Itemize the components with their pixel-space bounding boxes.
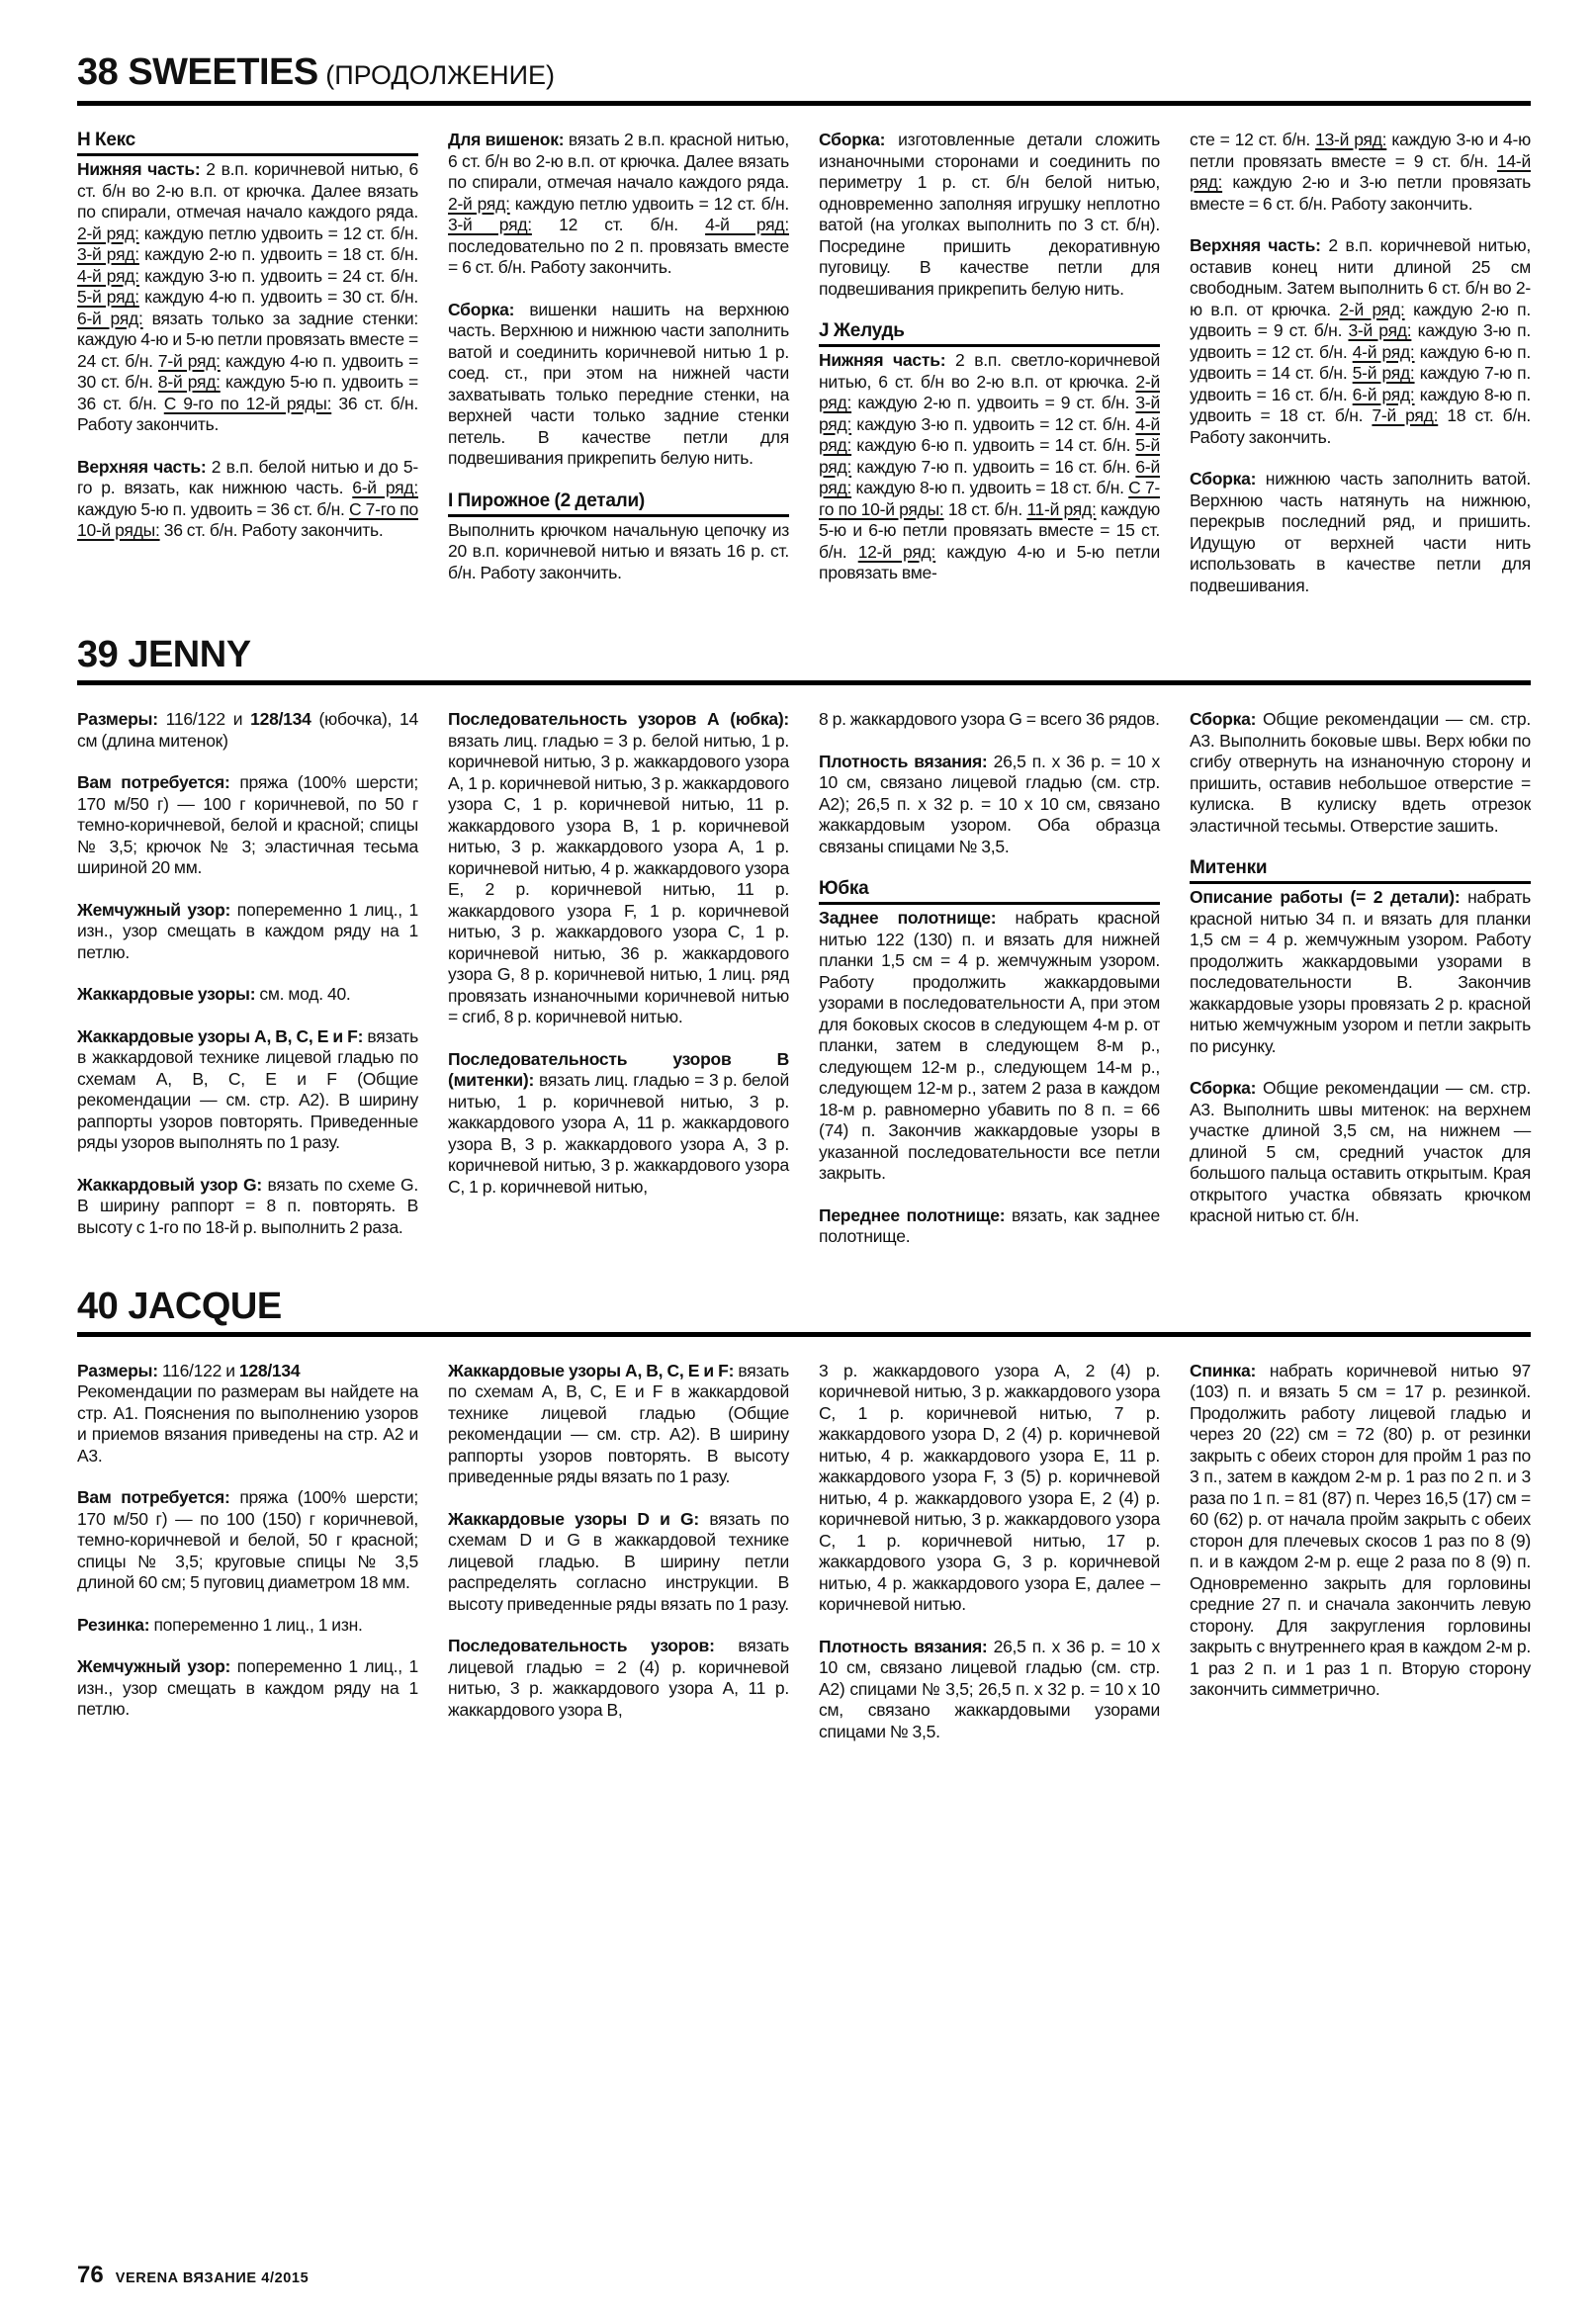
- paragraph-lead: Плотность вязания:: [819, 751, 988, 771]
- pattern-paragraph: Последовательность узоров А (юбка): вязать лиц. гладью = 3 р. белой нитью, 1 р. коричневой нитью, 3 р. жаккардового узора А, 1 р. коричневой нитью, 3 р. жаккардового узора С, 1 р. коричневой нитью, 11 р. жаккардового узора В, 1 р. коричневой нитью, 3 р. жаккардового узора А, 1 р. коричневой нитью, 4 р. жаккардового узора Е, 2 р. коричневой нитью, 11 р. жаккардового узора F, 1 р. коричневой нитью, 3 р. жаккардового узора С, 1 р. коричневой нитью, 36 р. жаккардового узора G, 8 р. коричневой нитью, 1 лиц. ряд провязать изнаночными коричневой нитью = сгиб, 8 р. коричневой нитью.: [448, 709, 789, 1026]
- paragraph-lead: Сборка:: [1190, 709, 1257, 729]
- pattern-paragraph: Жаккардовый узор G: вязать по схеме G. В ширину раппорт = 8 п. повторять. В высоту с 1-го по 18-й р. выполнить 2 раза.: [77, 1174, 418, 1237]
- text-column: [448, 1361, 789, 1743]
- paragraph-lead: Спинка:: [1190, 1360, 1257, 1380]
- pattern-paragraph: Сборка: Общие рекомендации — см. стр. А3. Выполнить боковые швы. Верх юбки по сгибу отвернуть на изнаночную сторону и пришить, оставив небольшое отверстие = кулиска. В кулиску вдеть отрезок эластичной тесьмы. Отверстие зашить.: [1190, 709, 1531, 836]
- magazine-name: VERENA ВЯЗАНИЕ 4/2015: [115, 2270, 310, 2286]
- paragraph-lead: Последовательность узоров А (юбка):: [448, 709, 789, 729]
- paragraph-lead: Размеры:: [77, 709, 158, 729]
- pattern-paragraph: Нижняя часть: 2 в.п. светло-коричневой нитью, 6 ст. б/н во 2-ю в.п. от крючка. 2-й ряд: каждую 2-ю п. удвоить = 9 ст. б/н. 3-й ряд: каждую 3-ю п. удвоить = 12 ст. б/н. 4-й ряд: каждую 6-ю п. удвоить = 14 ст. б/н. 5-й ряд: каждую 7-ю п. удвоить = 16 ст. б/н. 6-й ряд: каждую 8-ю п. удвоить = 18 ст. б/н. С 7-го по 10-й ряды: 18 ст. б/н. 11-й ряд: каждую 5-ю и 6-ю петли провязать вместе = 15 ст. б/н. 12-й ряд: каждую 4-ю и 5-ю петли провязать вме-: [819, 350, 1160, 582]
- pattern-paragraph: Жемчужный узор: попеременно 1 лиц., 1 изн., узор смещать в каждом ряду на 1 петлю.: [77, 1656, 418, 1719]
- text-column: [819, 709, 1160, 1248]
- section-title-text: 39 JENNY: [77, 634, 251, 675]
- pattern-paragraph: Верхняя часть: 2 в.п. белой нитью и до 5-го р. вязать, как нижнюю часть. 6-й ряд: каждую 5-ю п. удвоить = 36 ст. б/н. С 7-го по 10-й ряды: 36 ст. б/н. Работу закончить.: [77, 456, 418, 540]
- pattern-paragraph: Вам потребуется: пряжа (100% шерсти; 170 м/50 г) — 100 г коричневой, по 50 г темно-коричневой, белой и красной; спицы № 3,5; крючок № 3; эластичная тесьма шириной 20 мм.: [77, 772, 418, 877]
- page-number: 76: [77, 2262, 104, 2288]
- paragraph-lead: Сборка:: [819, 130, 886, 149]
- text-column: [77, 130, 418, 596]
- paragraph-lead: Вам потребуется:: [77, 1487, 230, 1507]
- section-sweeties-38: [77, 51, 1531, 596]
- pattern-paragraph: Последовательность узоров В (митенки): вязать лиц. гладью = 3 р. белой нитью, 1 р. коричневой нитью, 3 р. жаккардового узора А, 11 р. жаккардового узора В, 3 р. жаккардового узора А, 3 р. коричневой нитью, 3 р. жаккардового узора С, 1 р. коричневой нитью,: [448, 1048, 789, 1197]
- paragraph-lead: Сборка:: [1190, 469, 1257, 489]
- pattern-paragraph: Выполнить крючком начальную цепочку из 20 в.п. коричневой нитью и вязать 16 р. ст. б/н. Работу закончить.: [448, 519, 789, 582]
- pattern-paragraph: Сборка: нижнюю часть заполнить ватой. Верхнюю часть натянуть на нижнюю, перекрыв последний ряд, и пришить. Идущую от верхней части нить использовать в качестве петли для подвешивания.: [1190, 469, 1531, 595]
- text-column: [448, 130, 789, 596]
- pattern-paragraph: Жемчужный узор: попеременно 1 лиц., 1 изн., узор смещать в каждом ряду на 1 петлю.: [77, 899, 418, 962]
- paragraph-lead: Нижняя часть:: [819, 350, 946, 370]
- text-column: [448, 709, 789, 1248]
- pattern-paragraph: Заднее полотнище: набрать красной нитью 122 (130) п. и вязать для нижней планки 1,5 см = 4 р. жемчужным узором. Работу продолжить жаккардовыми узорами в последовательности А, при этом для боковых скосов в следующем 4-м р. от планки, затем в следующем 8-м р., следующем 12-м р., следующем 14-м р., следующем 12-м р., затем 2 раза в каждом 18-м р. равномерно убавить по 8 п. = 66 (74) п. Закончив жаккардовые узоры в указанной последовательности все петли закрыть.: [819, 908, 1161, 1183]
- paragraph-lead: Верхняя часть:: [77, 456, 207, 477]
- pattern-paragraph: Размеры: 116/122 и 128/134 (юбочка), 14 см (длина митенок): [77, 709, 418, 751]
- section-title: [77, 634, 1531, 685]
- paragraph-lead: Сборка:: [448, 299, 515, 319]
- paragraph-lead: Жемчужный узор:: [77, 1656, 231, 1676]
- text-column: [1190, 1361, 1531, 1743]
- paragraph-lead: Жаккардовые узоры:: [77, 984, 256, 1004]
- paragraph-lead: Последовательность узоров В (митенки):: [448, 1048, 789, 1090]
- text-column: [77, 709, 418, 1248]
- paragraph-lead: Вам потребуется:: [77, 772, 230, 792]
- paragraph-lead: Размеры:: [77, 1360, 158, 1380]
- pattern-paragraph: Нижняя часть: 2 в.п. коричневой нитью, 6 ст. б/н во 2-ю в.п. от крючка. Далее вязать по спирали, отмечая начало каждого ряда. 2-й ряд: каждую петлю удвоить = 12 ст. б/н. 3-й ряд: каждую 2-ю п. удвоить = 18 ст. б/н. 4-й ряд: каждую 3-ю п. удвоить = 24 ст. б/н. 5-й ряд: каждую 4-ю п. удвоить = 30 ст. б/н. 6-й ряд: вязать только за задние стенки: каждую 4-ю и 5-ю петли провязать вместе = 24 ст. б/н. 7-й ряд: каждую 4-ю п. удвоить = 30 ст. б/н. 8-й ряд: каждую 5-ю п. удвоить = 36 ст. б/н. С 9-го по 12-й ряды: 36 ст. б/н. Работу закончить.: [77, 159, 418, 434]
- column-heading: Митенки: [1190, 857, 1531, 884]
- paragraph-lead: Плотность вязания:: [819, 1636, 988, 1656]
- pattern-paragraph: Сборка: Общие рекомендации — см. стр. А3. Выполнить швы митенок: на верхнем участке длиной 3,5 см, на нижнем — длиной 5 см, средний участок для большого пальца оставить открытым. Края открытого участка обвязать крючком красной нитью ст. б/н.: [1190, 1078, 1531, 1225]
- paragraph-lead: Жаккардовые узоры А, В, С, Е и F:: [448, 1360, 735, 1380]
- section-title-text: 40 JACQUE: [77, 1285, 282, 1327]
- paragraph-lead: Переднее полотнище:: [819, 1204, 1006, 1225]
- pattern-paragraph: Плотность вязания: 26,5 п. х 36 р. = 10 х 10 см, связано лицевой гладью (см. стр. А2); 26,5 п. х 32 р. = 10 х 10 см, связано жаккардовым узором. Оба образца связаны спицами № 3,5.: [819, 751, 1160, 856]
- text-column: [819, 130, 1160, 596]
- pattern-paragraph: Жаккардовые узоры А, В, С, Е и F: вязать в жаккардовой технике лицевой гладью по схемам А, В, С, Е и F (Общие рекомендации — см. стр. А2). В ширину раппорты узоров повторять. Приведенные ряды узоров выполнять по 1 разу.: [77, 1025, 418, 1152]
- pattern-paragraph: Сборка: вишенки нашить на верхнюю часть. Верхнюю и нижнюю части заполнить ватой и соединить коричневой нитью 1 р. соед. ст., при этом на нижней части захватывать только передние стенки, на верхней части только задние стенки петель. В качестве петли для подвешивания прикрепить белую нить.: [448, 299, 789, 468]
- pattern-paragraph: Размеры: 116/122 и 128/134 Рекомендации по размерам вы найдете на стр. А1. Пояснения по выполнению узоров и приемов вязания приведены на стр. А2 и А3.: [77, 1360, 418, 1466]
- column-heading: J Желудь: [819, 320, 1160, 347]
- column-heading: Юбка: [819, 878, 1160, 905]
- paragraph-lead: Верхняя часть:: [1190, 235, 1321, 255]
- paragraph-lead: Жемчужный узор:: [77, 899, 231, 920]
- paragraph-lead: Заднее полотнище:: [819, 908, 997, 928]
- text-column: [819, 1361, 1160, 1743]
- section-title: [77, 1286, 1531, 1337]
- page-footer: [77, 2262, 309, 2289]
- paragraph-lead: Жаккардовые узоры А, В, С, Е и F:: [77, 1025, 364, 1046]
- pattern-paragraph: Последовательность узоров: вязать лицевой гладью = 2 (4) р. коричневой нитью, 3 р. жаккардового узора А, 11 р. жаккардового узора В,: [448, 1636, 789, 1720]
- paragraph-lead: Описание работы (= 2 детали):: [1190, 887, 1461, 907]
- text-column: [1190, 709, 1531, 1248]
- pattern-paragraph: Жаккардовые узоры D и G: вязать по схемам D и G в жаккардовой технике лицевой гладью. В ширину петли распределять согласно инструкции. В высоту приведенные ряды вязать по 1 разу.: [448, 1508, 790, 1614]
- pattern-paragraph: 8 р. жаккардового узора G = всего 36 рядов.: [819, 709, 1160, 729]
- pattern-paragraph: Описание работы (= 2 детали): набрать красной нитью 34 п. и вязать для планки 1,5 см = 4 р. жемчужным узором. Работу продолжить жаккардовыми узорами в последовательности В. Закончив жаккардовые узоры провязать 2 р. красной нитью жемчужным узором и петли закрыть по рисунку.: [1190, 887, 1531, 1056]
- pattern-paragraph: сте = 12 ст. б/н. 13-й ряд: каждую 3-ю и 4-ю петли провязать вместе = 9 ст. б/н. 14-й ряд: каждую 2-ю и 3-ю петли провязать вместе = 6 ст. б/н. Работу закончить.: [1190, 130, 1531, 214]
- paragraph-lead: Жаккардовый узор G:: [77, 1174, 262, 1195]
- section-jenny-39: [77, 634, 1531, 1248]
- paragraph-lead: Резинка:: [77, 1614, 150, 1635]
- pattern-paragraph: Жаккардовые узоры А, В, С, Е и F: вязать по схемам А, В, С, Е и F в жаккардовой технике лицевой гладью (Общие рекомендации — см. стр. А2). В ширину раппорты узоров повторять. В высоту приведенные ряды вязать по 1 разу.: [448, 1360, 789, 1486]
- paragraph-lead: Последовательность узоров:: [448, 1636, 715, 1655]
- column-heading: I Пирожное (2 детали): [448, 490, 789, 517]
- pattern-paragraph: Плотность вязания: 26,5 п. х 36 р. = 10 х 10 см, связано лицевой гладью (см. стр. А2) спицами № 3,5; 26,5 п. х 32 р. = 10 х 10 см, связано жаккардовыми узорами спицами № 3,5.: [819, 1636, 1160, 1741]
- column-heading: Н Кекс: [77, 130, 418, 156]
- columns: [77, 130, 1531, 596]
- pattern-paragraph: Жаккардовые узоры: см. мод. 40.: [77, 984, 351, 1004]
- paragraph-lead: Для вишенок:: [448, 130, 565, 149]
- paragraph-lead: Сборка:: [1190, 1078, 1257, 1098]
- section-title-text: 38 SWEETIES: [77, 51, 318, 93]
- pattern-paragraph: Вам потребуется: пряжа (100% шерсти; 170 м/50 г) — по 100 (150) г коричневой, темно-коричневой и белой, 50 г красной; спицы № 3,5; круговые спицы № 3,5 длиной 60 см; 5 пуговиц диаметром 18 мм.: [77, 1487, 418, 1592]
- pattern-paragraph: Резинка: попеременно 1 лиц., 1 изн.: [77, 1614, 363, 1635]
- section-title-suffix: (ПРОДОЛЖЕНИЕ): [317, 60, 555, 90]
- pattern-paragraph: Спинка: набрать коричневой нитью 97 (103) п. и вязать 5 см = 17 р. резинкой. Продолжить работу лицевой гладью и через 20 (22) см = 72 (80) р. от резинки закрыть с обеих сторон для пройм 1 раз по 3 п., затем в каждом 2-м р. 1 раз по 2 п. и 3 раза по 1 п. = 81 (87) п. Через 16,5 (17) см = 60 (62) р. от начала пройм закрыть с обеих сторон для плечевых скосов 1 раз по 8 (9) п. и в каждом 2-м р. еще 2 раза по 8 (9) п. Одновременно закрыть для горловины средние 27 п. и сначала закончить левую сторону. Для закругления горловины закрыть с внутреннего края в каждом 2-м р. 1 раз 2 п. и 1 раз 1 п. Вторую сторону закончить симметрично.: [1190, 1360, 1531, 1699]
- paragraph-lead: Жаккардовые узоры D и G:: [448, 1508, 699, 1529]
- pattern-paragraph: Сборка: изготовленные детали сложить изнаночными сторонами и соединить по периметру 1 р. ст. б/н белой нитью, одновременно заполняя игрушку неплотно ватой (на уголках выполнить по 3 ст. б/н). Посредине пришить декоративную пуговицу. В качестве петли для подвешивания прикрепить белую нить.: [819, 130, 1160, 299]
- sections-container: [77, 51, 1531, 1742]
- section-jacque-40: [77, 1286, 1531, 1743]
- pattern-paragraph: Для вишенок: вязать 2 в.п. красной нитью, 6 ст. б/н во 2-ю в.п. от крючка. Далее вязать по спирали, отмечая начало каждого ряда. 2-й ряд: каждую петлю удвоить = 12 ст. б/н. 3-й ряд: 12 ст. б/н. 4-й ряд: последовательно по 2 п. провязать вместе = 6 ст. б/н. Работу закончить.: [448, 130, 789, 277]
- section-title: [77, 51, 1531, 106]
- pattern-paragraph: Переднее полотнище: вязать, как заднее полотнище.: [819, 1204, 1160, 1246]
- columns: [77, 1361, 1531, 1743]
- pattern-paragraph: 3 р. жаккардового узора А, 2 (4) р. коричневой нитью, 3 р. жаккардового узора С, 1 р. коричневой нитью, 7 р. жаккардового узора D, 2 (4) р. коричневой нитью, 4 р. жаккардового узора Е, 11 р. жаккардового узора F, 3 (5) р. коричневой нитью, 4 р. жаккардового узора Е, 2 (4) р. коричневой нитью, 3 р. жаккардового узора С, 1 р. коричневой нитью, 17 р. жаккардового узора G, 3 р. коричневой нитью, 4 р. жаккардового узора Е, далее – коричневой нитью.: [819, 1360, 1160, 1614]
- paragraph-lead: Нижняя часть:: [77, 159, 201, 179]
- text-column: [77, 1361, 418, 1743]
- pattern-paragraph: Верхняя часть: 2 в.п. коричневой нитью, оставив конец нити длиной 25 см свободным. Затем выполнить 6 ст. б/н во 2-ю в.п. от крючка. 2-й ряд: каждую 2-ю п. удвоить = 9 ст. б/н. 3-й ряд: каждую 3-ю п. удвоить = 12 ст. б/н. 4-й ряд: каждую 6-ю п. удвоить = 14 ст. б/н. 5-й ряд: каждую 7-ю п. удвоить = 16 ст. б/н. 6-й ряд: каждую 8-ю п. удвоить = 18 ст. б/н. 7-й ряд: 18 ст. б/н. Работу закончить.: [1190, 235, 1531, 447]
- text-column: [1190, 130, 1531, 596]
- columns: [77, 709, 1531, 1248]
